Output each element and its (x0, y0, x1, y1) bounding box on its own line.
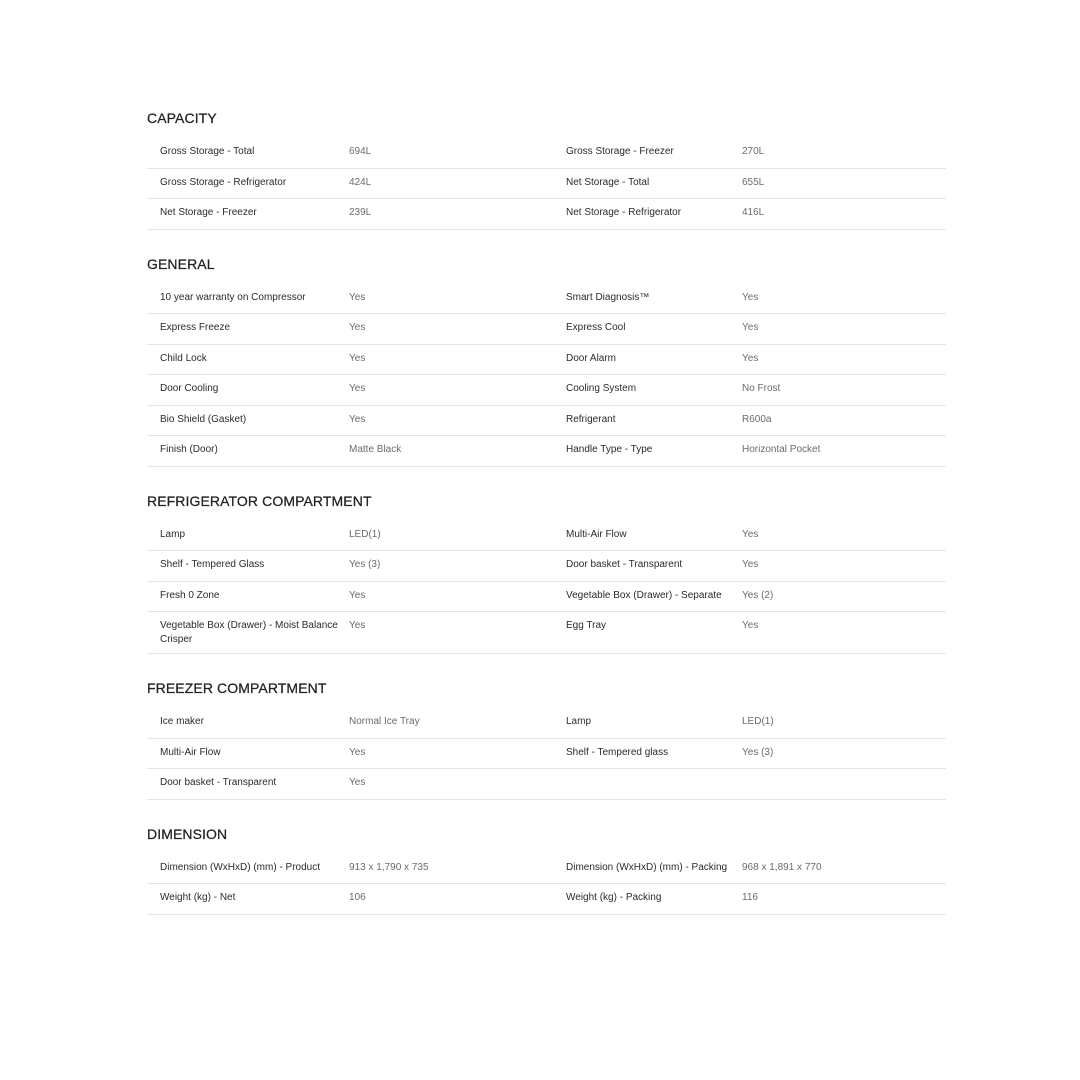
section-freezer-compartment (147, 678, 946, 800)
spec-value (742, 776, 946, 793)
spec-label: Fresh 0 Zone (160, 589, 220, 601)
spec-item (553, 169, 946, 199)
spec-value: No Frost (742, 383, 781, 394)
spec-value: Yes (349, 746, 366, 758)
spec-label (566, 776, 742, 793)
spec-label: Bio Shield (Gasket) (160, 413, 247, 425)
spec-item (147, 138, 553, 168)
spec-label: Gross Storage - Total (160, 146, 255, 157)
spec-row (147, 739, 946, 770)
section-capacity (147, 108, 946, 230)
spec-row (147, 708, 946, 739)
spec-item (147, 314, 553, 344)
spec-label: Net Storage - Freezer (160, 207, 257, 218)
spec-item (553, 314, 946, 344)
spec-value: 424L (349, 176, 372, 188)
spec-item (553, 138, 946, 168)
spec-value: Yes (742, 559, 759, 570)
spec-item (147, 406, 553, 436)
spec-item (147, 436, 553, 466)
spec-value: Yes (349, 589, 366, 601)
spec-label: Net Storage - Refrigerator (566, 207, 682, 218)
spec-label: Finish (Door) (160, 444, 218, 455)
spec-item (147, 551, 553, 581)
spec-item (553, 884, 946, 914)
spec-item (553, 436, 946, 466)
spec-row (147, 345, 946, 376)
spec-row (147, 854, 946, 885)
spec-value: 270L (742, 146, 765, 157)
spec-value: R600a (742, 413, 772, 425)
spec-value: Yes (349, 383, 366, 394)
spec-label: 10 year warranty on Compressor (160, 291, 306, 303)
spec-label: Egg Tray (566, 620, 607, 631)
spec-value: LED(1) (349, 528, 381, 540)
spec-item (553, 284, 946, 314)
spec-item (553, 345, 946, 375)
section-general (147, 254, 946, 467)
spec-label: Multi-Air Flow (160, 746, 221, 758)
section-title: CAPACITY (147, 110, 217, 126)
spec-label: Door basket - Transparent (566, 559, 683, 570)
spec-label: Gross Storage - Freezer (566, 146, 674, 157)
spec-value: Yes (3) (742, 746, 774, 758)
spec-row (147, 375, 946, 406)
spec-label: Lamp (566, 716, 592, 727)
spec-item (147, 199, 553, 229)
spec-value: Yes (742, 322, 759, 333)
spec-label: Weight (kg) - Net (160, 892, 236, 903)
spec-value: Matte Black (349, 444, 402, 455)
spec-value: Yes (349, 413, 366, 425)
spec-row (147, 884, 946, 915)
spec-label: Shelf - Tempered glass (566, 746, 669, 758)
spec-row (147, 521, 946, 552)
spec-row (147, 138, 946, 169)
spec-item (147, 284, 553, 314)
spec-item (553, 739, 946, 769)
spec-item (147, 612, 553, 653)
spec-item (147, 345, 553, 375)
spec-item (147, 739, 553, 769)
spec-label: Door Alarm (566, 352, 617, 364)
spec-item (553, 551, 946, 581)
spec-row (147, 169, 946, 200)
spec-item (147, 769, 553, 799)
spec-item (147, 582, 553, 612)
section-dimension (147, 824, 946, 915)
spec-item (553, 375, 946, 405)
spec-value: Yes (349, 620, 366, 631)
spec-row (147, 406, 946, 437)
section-title: REFRIGERATOR COMPARTMENT (147, 492, 372, 509)
spec-value: Yes (349, 777, 366, 788)
spec-label: Ice maker (160, 716, 204, 727)
section-refrigerator-compartment (147, 491, 946, 655)
section-title: GENERAL (147, 255, 215, 272)
spec-item (147, 169, 553, 199)
spec-item (553, 582, 946, 612)
spec-value: Yes (742, 528, 759, 540)
spec-item (553, 406, 946, 436)
spec-value: Yes (742, 352, 759, 364)
spec-item (553, 854, 946, 884)
spec-value: Normal Ice Tray (349, 716, 420, 727)
spec-value: Yes (742, 291, 759, 303)
spec-value: Yes (742, 620, 759, 631)
spec-label: Door basket - Transparent (160, 777, 277, 788)
spec-item (553, 521, 946, 551)
spec-sheet (147, 108, 946, 939)
spec-row (147, 582, 946, 613)
spec-value: Yes (349, 291, 366, 303)
spec-label: Lamp (160, 528, 186, 540)
spec-label: Express Cool (566, 322, 626, 333)
spec-label: Gross Storage - Refrigerator (160, 176, 287, 188)
spec-item (553, 199, 946, 229)
spec-value: Horizontal Pocket (742, 444, 821, 455)
spec-label: Vegetable Box (Drawer) - Moist Balance Crisper (160, 620, 338, 645)
spec-value: Yes (3) (349, 559, 381, 570)
spec-item (553, 612, 946, 653)
spec-label: Dimension (WxHxD) (mm) - Product (160, 861, 321, 873)
spec-item (147, 375, 553, 405)
spec-value: 416L (742, 207, 765, 218)
spec-item (147, 884, 553, 914)
spec-label: Shelf - Tempered Glass (160, 559, 265, 570)
spec-value: 913 x 1,790 x 735 (349, 861, 429, 873)
spec-value: 968 x 1,891 x 770 (742, 861, 822, 873)
spec-value: Yes (2) (742, 589, 774, 601)
spec-row (147, 199, 946, 230)
spec-item (553, 708, 946, 738)
spec-label: Weight (kg) - Packing (566, 892, 662, 903)
spec-item (553, 769, 946, 799)
spec-value: 239L (349, 207, 372, 218)
spec-label: Dimension (WxHxD) (mm) - Packing (566, 861, 728, 873)
spec-label: Multi-Air Flow (566, 528, 627, 540)
spec-item (147, 708, 553, 738)
spec-label: Child Lock (160, 352, 207, 364)
spec-value: Yes (349, 352, 366, 364)
section-title: DIMENSION (147, 825, 228, 842)
spec-value: 116 (742, 892, 758, 903)
spec-value: 106 (349, 892, 366, 903)
spec-value: Yes (349, 322, 366, 333)
spec-label: Refrigerant (566, 413, 616, 425)
spec-label: Vegetable Box (Drawer) - Separate (566, 589, 722, 601)
spec-label: Express Freeze (160, 322, 231, 333)
spec-row (147, 436, 946, 467)
spec-label: Cooling System (566, 383, 637, 394)
spec-label: Net Storage - Total (566, 176, 650, 188)
spec-value: 694L (349, 146, 372, 157)
spec-label: Handle Type - Type (566, 444, 653, 455)
spec-row (147, 314, 946, 345)
spec-value: 655L (742, 176, 765, 188)
spec-value: LED(1) (742, 716, 774, 727)
spec-row (147, 551, 946, 582)
section-title: FREEZER COMPARTMENT (147, 680, 327, 696)
spec-label: Door Cooling (160, 383, 219, 394)
spec-item (147, 521, 553, 551)
spec-row (147, 612, 946, 654)
spec-label: Smart Diagnosis™ (566, 291, 650, 303)
spec-item (147, 854, 553, 884)
spec-row (147, 769, 946, 800)
spec-row (147, 284, 946, 315)
